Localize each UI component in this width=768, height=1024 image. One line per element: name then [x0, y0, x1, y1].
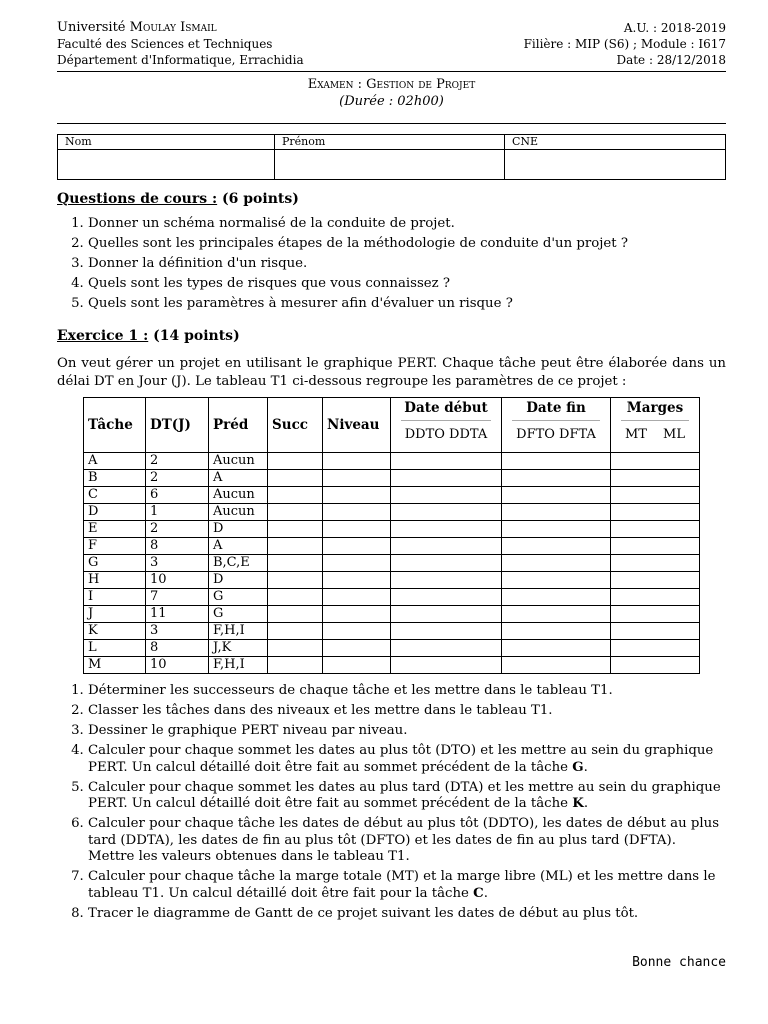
- task-cell: G: [84, 555, 146, 572]
- level-cell[interactable]: [323, 504, 391, 521]
- university-first: Université: [57, 20, 126, 35]
- succ-cell[interactable]: [268, 521, 323, 538]
- margins-cell[interactable]: [611, 555, 700, 572]
- exercise-question-item: 3. Dessiner le graphique PERT niveau par niveau.: [88, 723, 726, 740]
- task-cell: L: [84, 640, 146, 657]
- margins-cell[interactable]: [611, 657, 700, 674]
- ddto-ddta-cell[interactable]: [391, 487, 502, 504]
- exercise-questions-list: [57, 683, 726, 926]
- dfto-dfta-cell[interactable]: [502, 657, 611, 674]
- margins-label: Marges: [626, 400, 684, 416]
- exam-title: Examen : Gestion de Projet: [307, 77, 476, 92]
- ddto-ddta-cell[interactable]: [391, 640, 502, 657]
- level-cell[interactable]: [323, 640, 391, 657]
- header-right: [524, 20, 726, 68]
- task-cell: C: [84, 487, 146, 504]
- task-row: [84, 487, 700, 504]
- mt-label: MT: [625, 427, 647, 442]
- succ-cell[interactable]: [268, 487, 323, 504]
- succ-cell[interactable]: [268, 538, 323, 555]
- level-cell[interactable]: [323, 453, 391, 470]
- ddto-ddta-cell[interactable]: [391, 606, 502, 623]
- dt-cell: 8: [146, 538, 209, 555]
- academic-year: A.U. : 2018-2019: [623, 21, 726, 35]
- ddto-ddta-cell[interactable]: [391, 589, 502, 606]
- dfto-dfta-cell[interactable]: [502, 470, 611, 487]
- dt-cell: 2: [146, 453, 209, 470]
- succ-cell[interactable]: [268, 504, 323, 521]
- ddto-ddta-cell[interactable]: [391, 470, 502, 487]
- succ-cell[interactable]: [268, 470, 323, 487]
- pred-cell: J,K: [209, 640, 268, 657]
- succ-cell[interactable]: [268, 589, 323, 606]
- header-divider: [57, 71, 726, 72]
- col-margins: [611, 398, 700, 453]
- exercise-question-item: 8. Tracer le diagramme de Gantt de ce projet suivant les dates de début au plus tôt.: [88, 906, 726, 923]
- margins-cell[interactable]: [611, 572, 700, 589]
- col-dt: DT(J): [146, 398, 209, 453]
- pred-cell: G: [209, 606, 268, 623]
- level-cell[interactable]: [323, 538, 391, 555]
- end-date-sub: DFTO DFTA: [512, 420, 600, 442]
- task-table-header: [84, 398, 700, 453]
- department-line: Département d'Informatique, Errachidia: [57, 53, 304, 67]
- dt-cell: 6: [146, 487, 209, 504]
- header-left: [57, 20, 304, 68]
- task-row: [84, 572, 700, 589]
- ddto-ddta-cell[interactable]: [391, 623, 502, 640]
- task-row: [84, 623, 700, 640]
- exam-title-block: [57, 76, 726, 110]
- succ-cell[interactable]: [268, 555, 323, 572]
- student-id-table: [57, 134, 726, 180]
- task-cell: H: [84, 572, 146, 589]
- margins-sub: [621, 420, 689, 442]
- end-date-label: Date fin: [526, 400, 586, 416]
- exercise-question-item: 1. Déterminer les successeurs de chaque tâche et les mettre dans le tableau T1.: [88, 683, 726, 700]
- dt-cell: 11: [146, 606, 209, 623]
- question-item: 2. Quelles sont les principales étapes de la méthodologie de conduite d'un projet ?: [88, 236, 726, 253]
- title-divider: [57, 123, 726, 124]
- pred-cell: D: [209, 521, 268, 538]
- faculty-line: Faculté des Sciences et Techniques: [57, 37, 273, 51]
- task-cell: D: [84, 504, 146, 521]
- exercise-points: (14 points): [153, 328, 240, 344]
- margins-cell[interactable]: [611, 487, 700, 504]
- margins-cell[interactable]: [611, 623, 700, 640]
- dt-cell: 3: [146, 623, 209, 640]
- margins-cell[interactable]: [611, 606, 700, 623]
- succ-cell[interactable]: [268, 572, 323, 589]
- question-item: 3. Donner la définition d'un risque.: [88, 256, 726, 273]
- task-row: [84, 504, 700, 521]
- questions-heading: [57, 191, 299, 207]
- dfto-dfta-cell[interactable]: [502, 589, 611, 606]
- pred-cell: B,C,E: [209, 555, 268, 572]
- succ-cell[interactable]: [268, 453, 323, 470]
- id-header-row: [58, 135, 726, 150]
- task-row: [84, 589, 700, 606]
- exercise-question-item: 2. Classer les tâches dans des niveaux et les mettre dans le tableau T1.: [88, 703, 726, 720]
- page-header: [57, 20, 726, 70]
- succ-cell[interactable]: [268, 606, 323, 623]
- margins-cell[interactable]: [611, 453, 700, 470]
- dfto-dfta-cell[interactable]: [502, 606, 611, 623]
- dfto-dfta-cell[interactable]: [502, 640, 611, 657]
- task-cell: M: [84, 657, 146, 674]
- pred-cell: A: [209, 470, 268, 487]
- university-name: Moulay Ismail: [129, 20, 217, 35]
- pred-cell: Aucun: [209, 504, 268, 521]
- program-line: Filière : MIP (S6) ; Module : I617: [523, 37, 726, 51]
- exercise-heading-label: Exercice 1 :: [57, 328, 149, 344]
- task-row: [84, 555, 700, 572]
- task-table-t1: [83, 397, 700, 674]
- exercise-heading: [57, 328, 240, 344]
- level-cell[interactable]: [323, 470, 391, 487]
- prenom-field[interactable]: [275, 150, 505, 180]
- question-item: 4. Quels sont les types de risques que vous connaissez ?: [88, 276, 726, 293]
- start-date-sub: DDTO DDTA: [401, 420, 491, 442]
- questions-heading-label: Questions de cours :: [57, 191, 218, 207]
- margins-cell[interactable]: [611, 589, 700, 606]
- task-row: [84, 470, 700, 487]
- margins-cell[interactable]: [611, 521, 700, 538]
- dfto-dfta-cell[interactable]: [502, 453, 611, 470]
- pred-cell: F,H,I: [209, 623, 268, 640]
- dfto-dfta-cell[interactable]: [502, 504, 611, 521]
- dt-cell: 10: [146, 657, 209, 674]
- dt-cell: 2: [146, 470, 209, 487]
- margins-cell[interactable]: [611, 470, 700, 487]
- task-row: [84, 606, 700, 623]
- col-task: Tâche: [84, 398, 146, 453]
- dt-cell: 1: [146, 504, 209, 521]
- nom-field[interactable]: [58, 150, 275, 180]
- margins-cell[interactable]: [611, 504, 700, 521]
- question-item: 5. Quels sont les paramètres à mesurer afin d'évaluer un risque ?: [88, 296, 726, 313]
- level-cell[interactable]: [323, 487, 391, 504]
- closing-note: Bonne chance: [632, 955, 726, 970]
- task-cell: E: [84, 521, 146, 538]
- task-row: [84, 640, 700, 657]
- questions-list: [57, 216, 726, 316]
- question-item: 1. Donner un schéma normalisé de la conduite de projet.: [88, 216, 726, 233]
- dt-cell: 3: [146, 555, 209, 572]
- level-cell[interactable]: [323, 589, 391, 606]
- id-entry-row: [58, 150, 726, 180]
- ddto-ddta-cell[interactable]: [391, 555, 502, 572]
- task-cell: I: [84, 589, 146, 606]
- questions-points: (6 points): [222, 191, 299, 207]
- pred-cell: D: [209, 572, 268, 589]
- succ-cell[interactable]: [268, 640, 323, 657]
- col-pred: Préd: [209, 398, 268, 453]
- level-cell[interactable]: [323, 657, 391, 674]
- dt-cell: 8: [146, 640, 209, 657]
- exam-date: Date : 28/12/2018: [616, 53, 726, 67]
- task-cell: F: [84, 538, 146, 555]
- exercise-question-item: 6. Calculer pour chaque tâche les dates de début au plus tôt (DDTO), les dates de début au plus tard (DDTA), les dates de fin au plus tôt (DFTO) et les dates de fin au plus tard (DFTA). Mettre les valeurs obtenues dans le tableau T1.: [88, 816, 726, 866]
- cne-field[interactable]: [505, 150, 726, 180]
- dt-cell: 10: [146, 572, 209, 589]
- col-end-date: [502, 398, 611, 453]
- exercise-question-item: 5. Calculer pour chaque sommet les dates au plus tard (DTA) et les mettre au sein du graphique PERT. Un calcul détaillé doit être fait au sommet précédent de la tâche K.: [88, 780, 726, 813]
- ddto-ddta-cell[interactable]: [391, 504, 502, 521]
- pred-cell: A: [209, 538, 268, 555]
- exam-page: [57, 0, 726, 1024]
- margins-cell[interactable]: [611, 538, 700, 555]
- task-row: [84, 538, 700, 555]
- dfto-dfta-cell[interactable]: [502, 555, 611, 572]
- col-succ: Succ: [268, 398, 323, 453]
- task-cell: A: [84, 453, 146, 470]
- dt-cell: 7: [146, 589, 209, 606]
- ddto-ddta-cell[interactable]: [391, 521, 502, 538]
- dfto-dfta-cell[interactable]: [502, 521, 611, 538]
- pred-cell: F,H,I: [209, 657, 268, 674]
- level-cell[interactable]: [323, 623, 391, 640]
- ml-label: ML: [663, 427, 685, 442]
- dfto-dfta-cell[interactable]: [502, 538, 611, 555]
- task-row: [84, 453, 700, 470]
- dfto-dfta-cell[interactable]: [502, 623, 611, 640]
- start-date-label: Date début: [404, 400, 488, 416]
- task-cell: K: [84, 623, 146, 640]
- task-row: [84, 521, 700, 538]
- margins-cell[interactable]: [611, 640, 700, 657]
- task-table-body: [84, 453, 700, 674]
- exam-duration: (Durée : 02h00): [339, 94, 444, 109]
- ddto-ddta-cell[interactable]: [391, 657, 502, 674]
- task-cell: B: [84, 470, 146, 487]
- col-start-date: [391, 398, 502, 453]
- level-cell[interactable]: [323, 555, 391, 572]
- col-level: Niveau: [323, 398, 391, 453]
- level-cell[interactable]: [323, 606, 391, 623]
- id-col-cne: CNE: [505, 135, 726, 150]
- succ-cell[interactable]: [268, 623, 323, 640]
- ddto-ddta-cell[interactable]: [391, 453, 502, 470]
- dt-cell: 2: [146, 521, 209, 538]
- succ-cell[interactable]: [268, 657, 323, 674]
- task-row: [84, 657, 700, 674]
- id-col-prenom: Prénom: [275, 135, 505, 150]
- id-col-nom: Nom: [58, 135, 275, 150]
- pred-cell: Aucun: [209, 487, 268, 504]
- dfto-dfta-cell[interactable]: [502, 487, 611, 504]
- level-cell[interactable]: [323, 572, 391, 589]
- ddto-ddta-cell[interactable]: [391, 538, 502, 555]
- university-line: [57, 20, 304, 36]
- exercise-intro: On veut gérer un projet en utilisant le graphique PERT. Chaque tâche peut être élaborée dans un délai DT en Jour (J). Le tableau T1 ci-dessous regroupe les paramètres de ce projet :: [57, 356, 726, 389]
- task-cell: J: [84, 606, 146, 623]
- dfto-dfta-cell[interactable]: [502, 572, 611, 589]
- exercise-question-item: 7. Calculer pour chaque tâche la marge totale (MT) et la marge libre (ML) et les mettre dans le tableau T1. Un calcul détaillé doit être fait pour la tâche C.: [88, 869, 726, 902]
- level-cell[interactable]: [323, 521, 391, 538]
- pred-cell: Aucun: [209, 453, 268, 470]
- pred-cell: G: [209, 589, 268, 606]
- ddto-ddta-cell[interactable]: [391, 572, 502, 589]
- exercise-question-item: 4. Calculer pour chaque sommet les dates au plus tôt (DTO) et les mettre au sein du graphique PERT. Un calcul détaillé doit être fait au sommet précédent de la tâche G.: [88, 743, 726, 776]
